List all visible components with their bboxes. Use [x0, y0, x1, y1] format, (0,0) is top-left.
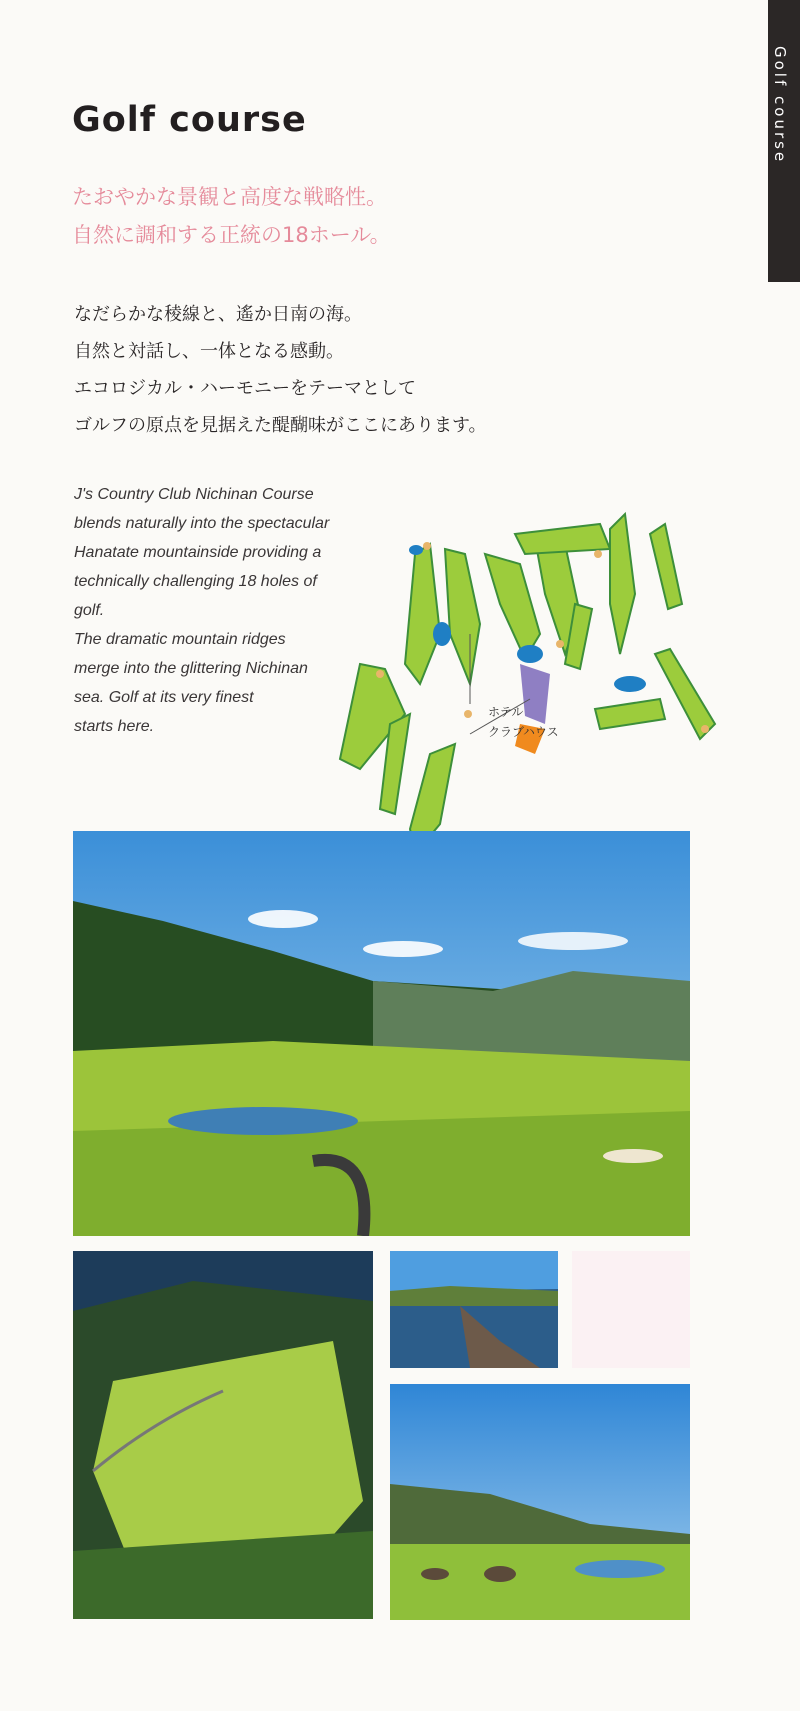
- fairway-hole-2: [445, 549, 480, 684]
- water-4: [409, 545, 423, 555]
- body-jp-line-4: ゴルフの原点を見据えた醍醐味がここにあります。: [74, 415, 487, 436]
- body-en-line-5: golf.: [74, 602, 105, 619]
- map-label-clubhouse: クラブハウス: [488, 725, 559, 739]
- green-with-rocks-photo: [390, 1384, 690, 1620]
- body-en-line-4: technically challenging 18 holes of: [74, 573, 317, 590]
- body-en-line-9: starts here.: [74, 718, 155, 735]
- body-en-line-2: blends naturally into the spectacular: [74, 515, 330, 532]
- water-2: [517, 645, 543, 663]
- body-jp-line-2: 自然と対話し、一体となる感動。: [74, 341, 344, 362]
- fairway-hole-9: [595, 699, 665, 729]
- body-en-line-7: merge into the glittering Nichinan: [74, 660, 308, 677]
- map-label-hotel: ホテル: [488, 705, 524, 719]
- fairway-hole-5: [515, 524, 610, 554]
- page-title: Golf course: [72, 100, 307, 140]
- body-en-line-8: sea. Golf at its very finest: [74, 689, 254, 706]
- water-3: [614, 676, 646, 692]
- course-map: [320, 484, 720, 864]
- decorative-pink-panel: [572, 1251, 690, 1368]
- lead-line-1: たおやかな景観と高度な戦略性。: [72, 185, 387, 209]
- body-english: [74, 480, 329, 741]
- pond-photo: [390, 1251, 558, 1368]
- fairway-hole-7: [650, 524, 682, 609]
- side-tab-label: Golf course: [771, 46, 789, 165]
- lead-line-2: 自然に調和する正統の18ホール。: [72, 223, 391, 247]
- body-jp-line-1: なだらかな稜線と、遙か日南の海。: [74, 304, 362, 325]
- side-tab: [768, 0, 800, 282]
- fairway-hole-1: [405, 544, 440, 684]
- body-en-line-3: Hanatate mountainside providing a: [74, 544, 322, 561]
- body-jp-line-3: エコロジカル・ハーモニーをテーマとして: [74, 378, 416, 399]
- body-en-line-1: J's Country Club Nichinan Course: [74, 486, 314, 503]
- main-course-photo: [73, 831, 690, 1236]
- fairway-hole-3: [485, 554, 540, 659]
- fairway-aerial-photo: [73, 1251, 373, 1619]
- body-japanese: [74, 296, 487, 444]
- hotel-shape: [520, 664, 550, 724]
- lead-text: [72, 178, 391, 254]
- fairway-hole-6: [610, 514, 635, 654]
- water-1: [433, 622, 451, 646]
- body-en-line-6: The dramatic mountain ridges: [74, 631, 286, 648]
